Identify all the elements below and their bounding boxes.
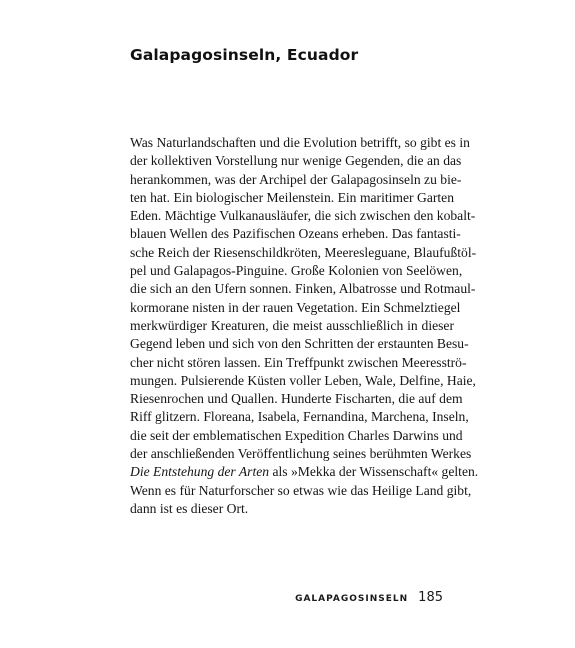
text-line-with-book-title bbox=[130, 463, 479, 481]
text-line: blauen Wellen des Pazifischen Ozeans erheben. Das fantasti- bbox=[130, 226, 461, 242]
text-line: merkwürdiger Kreaturen, die meist ausschließlich in dieser bbox=[130, 317, 454, 333]
text-line: pel und Galapagos-Pinguine. Große Kolonien von Seelöwen, bbox=[130, 263, 463, 279]
text-line: Wenn es für Naturforscher so etwas wie das Heilige Land gibt, bbox=[130, 482, 472, 498]
text-line: Eden. Mächtige Vulkanausläufer, die sich zwischen den kobalt- bbox=[130, 208, 476, 224]
page-title: Galapagosinseln, Ecuador bbox=[130, 46, 359, 64]
text-line: die sich an den Ufern sonnen. Finken, Albatrosse und Rotmaul- bbox=[130, 281, 476, 297]
text-line-continuation: als »Mekka der Wissenschaft« gelten. bbox=[269, 464, 479, 480]
text-line: der anschließenden Veröffentlichung seines berühmten Werkes bbox=[130, 446, 472, 462]
running-head: GALAPAGOSINSELN bbox=[295, 594, 409, 604]
page-footer bbox=[295, 590, 443, 605]
book-title: Die Entstehung der Arten bbox=[130, 464, 270, 480]
page-number: 185 bbox=[418, 590, 443, 605]
text-line: der kollektiven Vorstellung nur wenige Gegenden, die an das bbox=[130, 153, 462, 169]
text-line: ten hat. Ein biologischer Meilenstein. Ein maritimer Garten bbox=[130, 189, 454, 205]
text-line: mungen. Pulsierende Küsten voller Leben, Wale, Delfine, Haie, bbox=[130, 372, 476, 388]
body-paragraph bbox=[130, 134, 479, 518]
text-line: cher nicht stören lassen. Ein Treffpunkt zwischen Meeresströ- bbox=[130, 354, 467, 370]
text-line: kormorane nisten in der rauen Vegetation. Ein Schmelztiegel bbox=[130, 299, 461, 315]
text-line: dann ist es dieser Ort. bbox=[130, 500, 249, 516]
text-line: herankommen, was der Archipel der Galapagosinseln zu bie- bbox=[130, 171, 462, 187]
text-line: Was Naturlandschaften und die Evolution betrifft, so gibt es in bbox=[130, 135, 470, 150]
text-line: Riesenrochen und Quallen. Hunderte Fischarten, die auf dem bbox=[130, 391, 463, 407]
text-line: sche Reich der Riesenschildkröten, Meeresleguane, Blaufußtöl- bbox=[130, 244, 477, 260]
text-line: die seit der emblematischen Expedition Charles Darwins und bbox=[130, 427, 463, 443]
text-line: Riff glitzern. Floreana, Isabela, Fernandina, Marchena, Inseln, bbox=[130, 409, 469, 425]
text-line: Gegend leben und sich von den Schritten der erstaunten Besu- bbox=[130, 336, 469, 352]
